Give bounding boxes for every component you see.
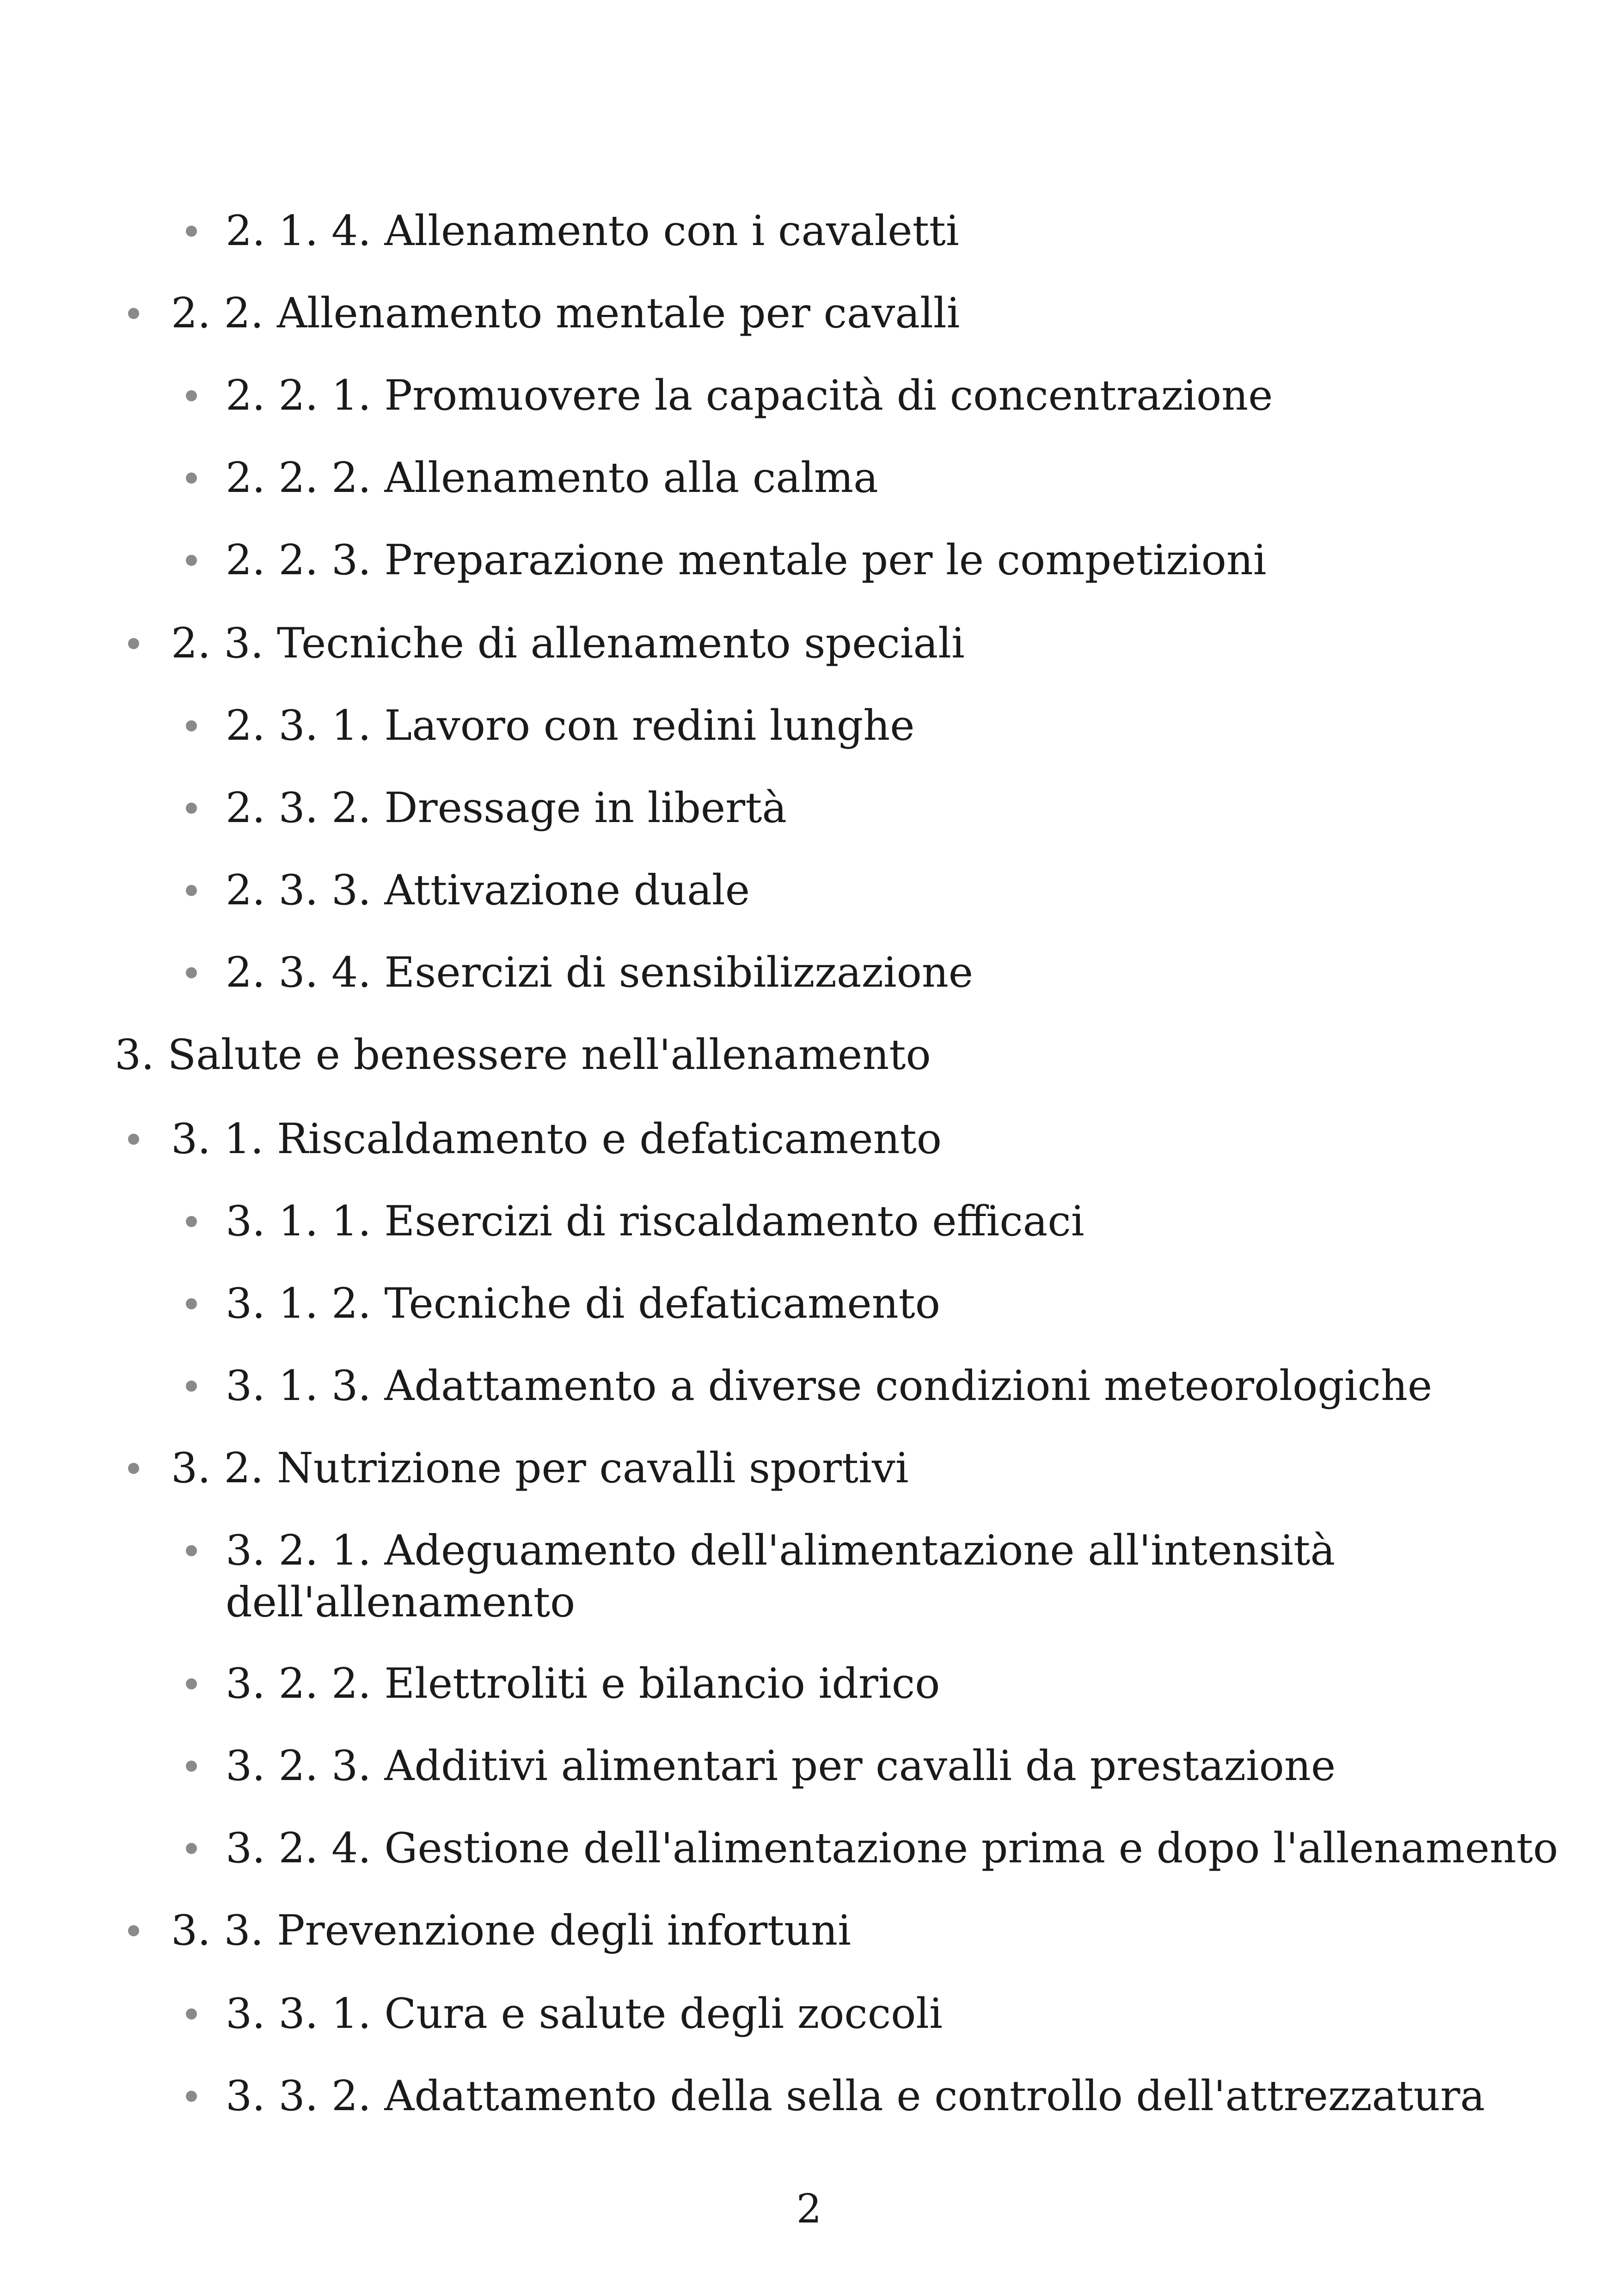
bullet-icon — [128, 638, 139, 649]
toc-entry[interactable]: 3. 2. Nutrizione per cavalli sportivi — [171, 1444, 909, 1492]
toc-entry[interactable]: 3. 2. 1. Adeguamento dell'alimentazione all'intensità dell'allenamento — [226, 1526, 1335, 1627]
bullet-icon — [186, 967, 197, 978]
bullet-icon — [186, 226, 197, 237]
bullet-icon — [186, 885, 197, 896]
bullet-icon — [128, 308, 139, 319]
bullet-icon — [186, 1216, 197, 1227]
bullet-icon — [128, 1463, 139, 1474]
bullet-icon — [186, 390, 197, 401]
toc-entry[interactable]: 2. 2. 3. Preparazione mentale per le competizioni — [226, 536, 1267, 584]
bullet-icon — [186, 720, 197, 731]
toc-entry[interactable]: 3. 2. 3. Additivi alimentari per cavalli da prestazione — [226, 1742, 1336, 1790]
toc-entry[interactable]: 2. 3. 3. Attivazione duale — [226, 866, 750, 915]
toc-entry[interactable]: 3. 2. 4. Gestione dell'alimentazione prima e dopo l'allenamento — [226, 1824, 1558, 1872]
bullet-icon — [186, 2091, 197, 2102]
bullet-icon — [128, 1134, 139, 1145]
bullet-icon — [128, 1925, 139, 1936]
bullet-icon — [186, 1843, 197, 1854]
bullet-icon — [186, 2008, 197, 2020]
toc-entry[interactable]: 3. 3. 2. Adattamento della sella e controllo dell'attrezzatura — [226, 2072, 1485, 2120]
toc-entry[interactable]: 2. 3. 4. Esercizi di sensibilizzazione — [226, 948, 974, 997]
bullet-icon — [186, 1298, 197, 1309]
toc-entry[interactable]: 2. 3. 1. Lavoro con redini lunghe — [226, 701, 915, 750]
toc-entry[interactable]: 3. Salute e benessere nell'allenamento — [115, 1031, 931, 1079]
bullet-icon — [186, 1678, 197, 1689]
toc-entry[interactable]: 2. 2. 2. Allenamento alla calma — [226, 454, 878, 502]
bullet-icon — [186, 803, 197, 814]
bullet-icon — [186, 1761, 197, 1772]
toc-entry[interactable]: 2. 2. Allenamento mentale per cavalli — [171, 289, 960, 338]
toc-entry[interactable]: 3. 3. 1. Cura e salute degli zoccoli — [226, 1989, 943, 2038]
toc-entry[interactable]: 3. 3. Prevenzione degli infortuni — [171, 1906, 851, 1955]
bullet-icon — [186, 555, 197, 566]
toc-entry[interactable]: 3. 1. 3. Adattamento a diverse condizioni meteorologiche — [226, 1362, 1433, 1410]
toc-entry[interactable]: 3. 1. Riscaldamento e defaticamento — [171, 1115, 942, 1163]
toc-entry[interactable]: 2. 3. 2. Dressage in libertà — [226, 784, 787, 832]
toc-entry[interactable]: 3. 2. 2. Elettroliti e bilancio idrico — [226, 1659, 940, 1708]
bullet-icon — [186, 1545, 197, 1556]
toc-entry[interactable]: 2. 2. 1. Promuovere la capacità di concentrazione — [226, 371, 1273, 420]
toc-entry[interactable]: 3. 1. 2. Tecniche di defaticamento — [226, 1279, 940, 1328]
page-number: 2 — [796, 2186, 822, 2232]
toc-entry[interactable]: 3. 1. 1. Esercizi di riscaldamento efficaci — [226, 1197, 1085, 1246]
bullet-icon — [186, 1381, 197, 1392]
bullet-icon — [186, 473, 197, 484]
toc-entry[interactable]: 2. 3. Tecniche di allenamento speciali — [171, 619, 965, 668]
toc-entry[interactable]: 2. 1. 4. Allenamento con i cavaletti — [226, 207, 959, 255]
